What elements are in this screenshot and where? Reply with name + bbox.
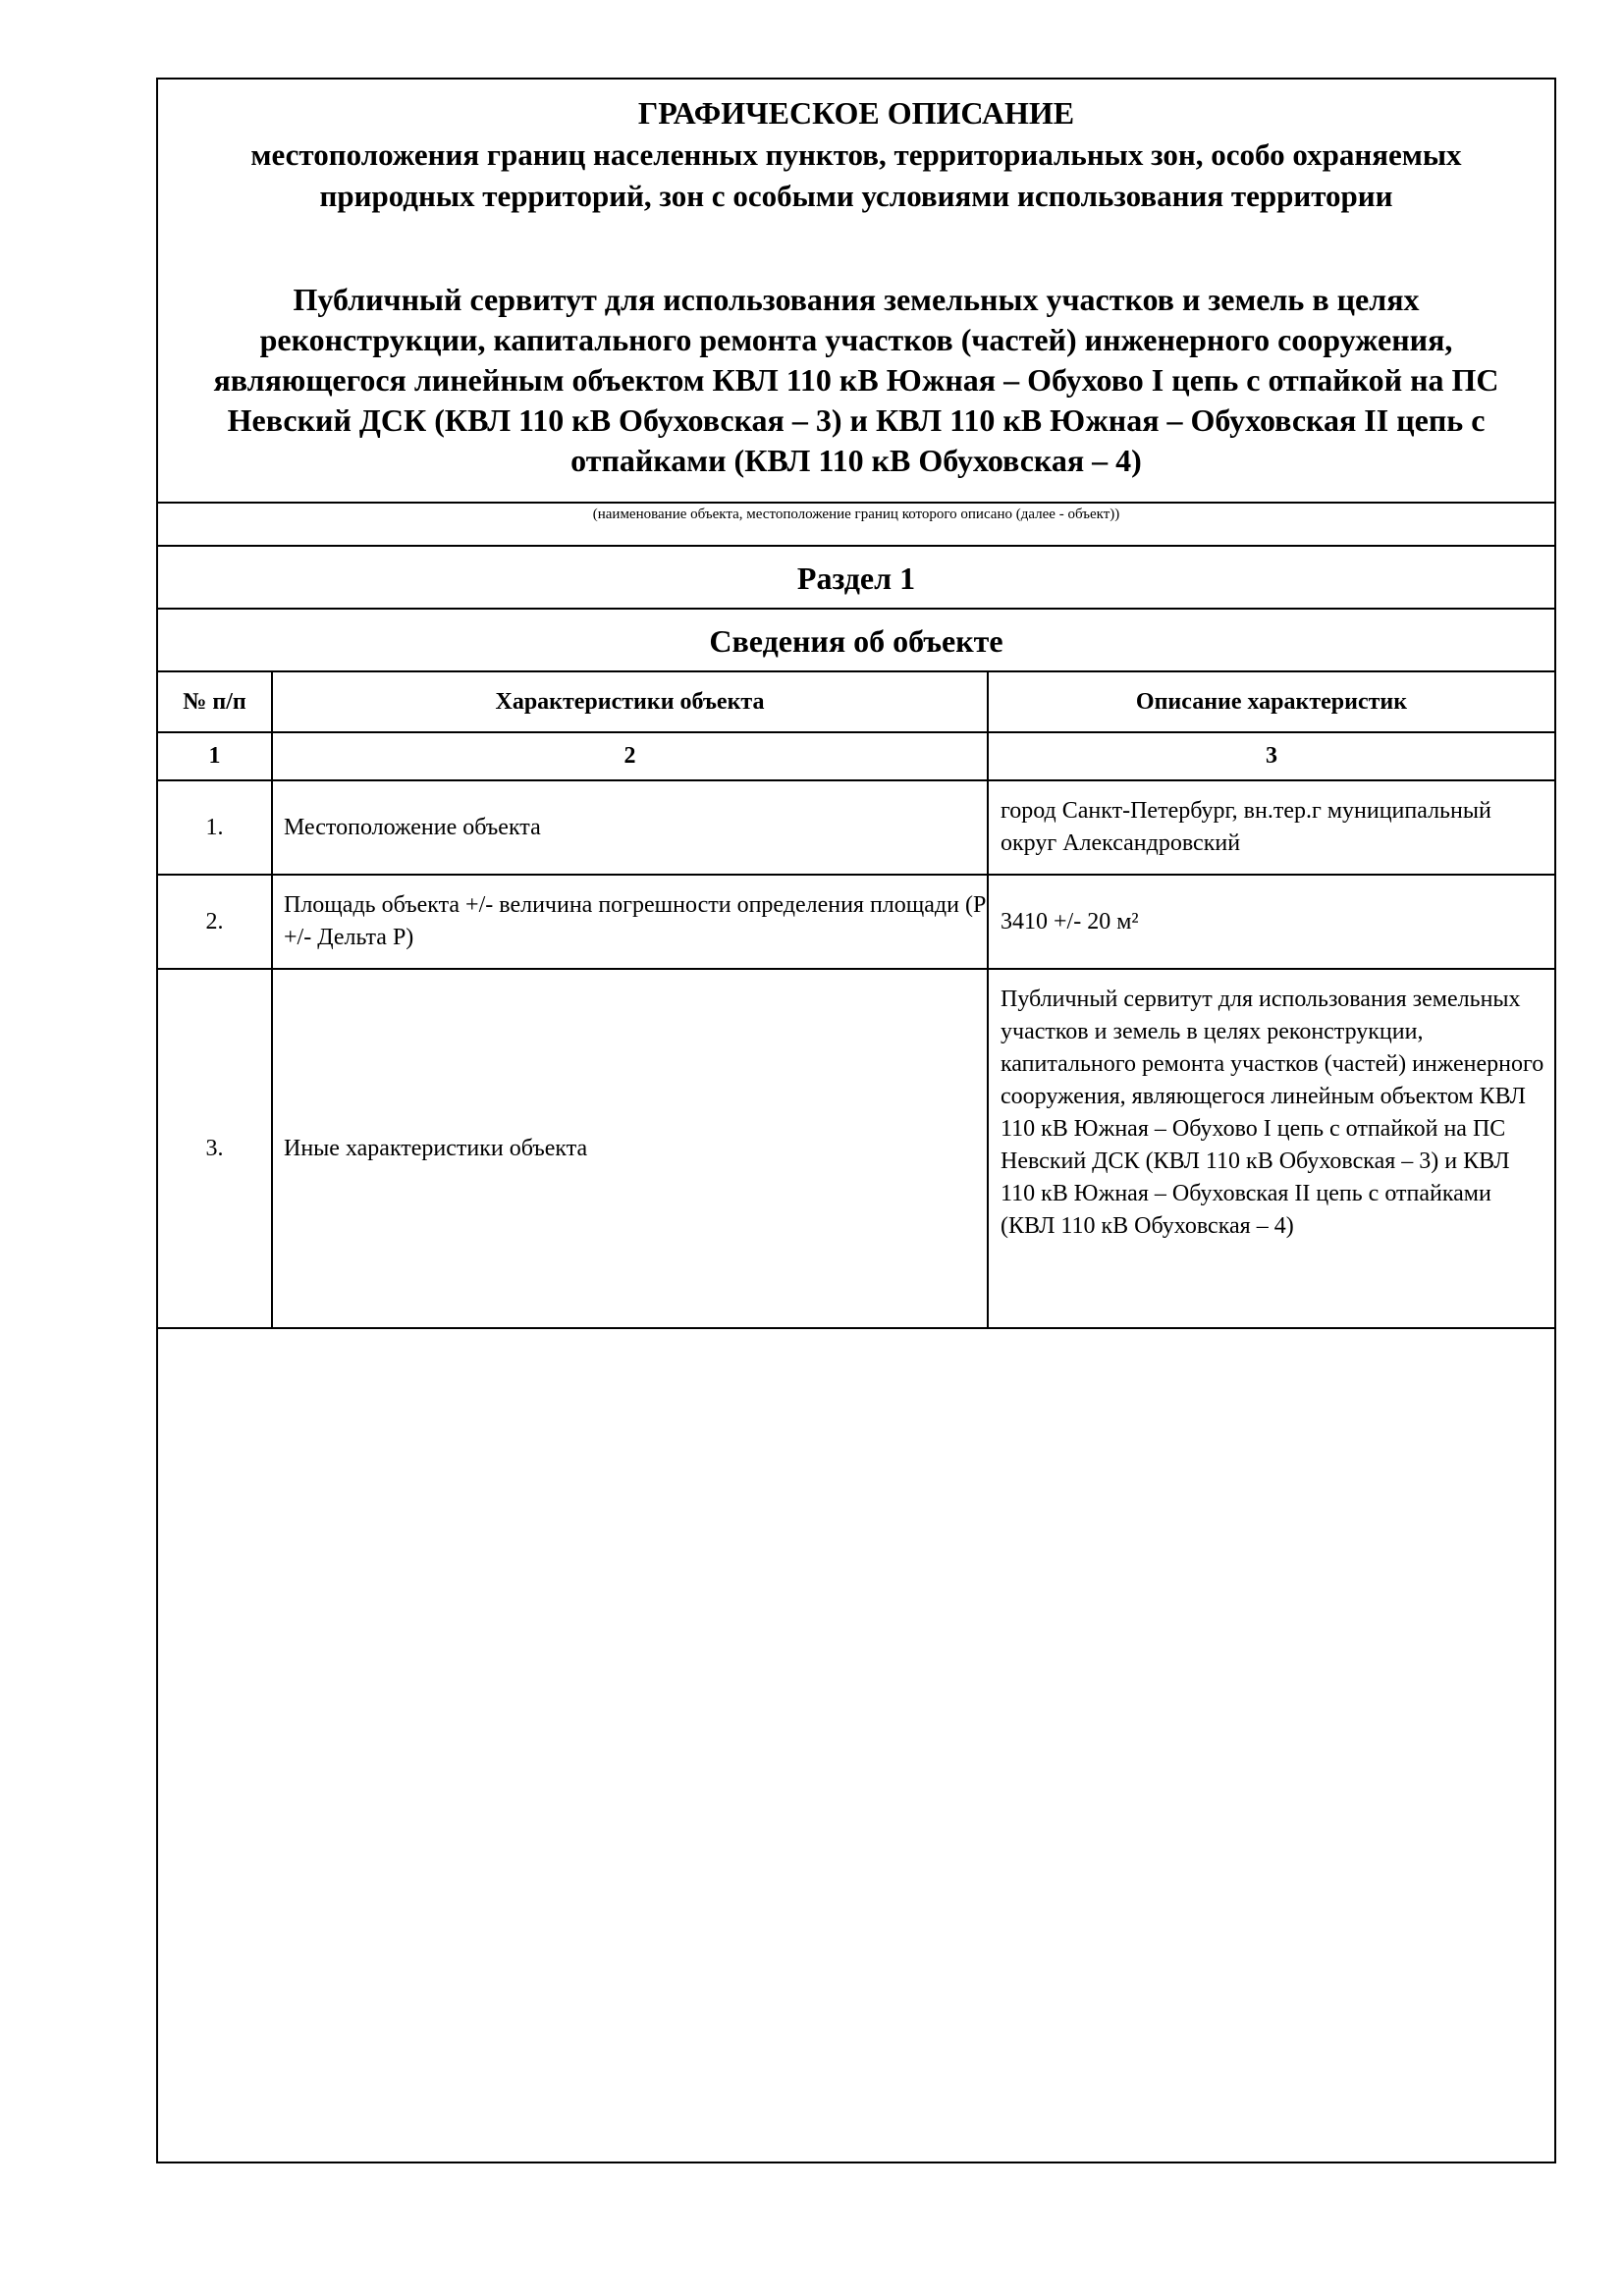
column-number-1: 1 bbox=[158, 733, 273, 779]
row-description: 3410 +/- 20 м² bbox=[1001, 908, 1139, 934]
document-frame bbox=[156, 78, 1556, 2163]
row-num: 2. bbox=[158, 876, 273, 968]
object-info-table bbox=[158, 670, 1554, 1329]
section-title: Раздел 1 bbox=[158, 545, 1554, 610]
table-row bbox=[158, 781, 1554, 876]
object-name-caption: (наименование объекта, местоположение границ которого описано (далее - объект)) bbox=[158, 502, 1554, 547]
object-name: Публичный сервитут для использования земельных участков и земель в целях реконструкции, капитального ремонта участков (частей) инженерного сооружения, являющегося линейным объектом КВЛ 110 кВ Южная – Обухово I цепь с отпайкой на ПС Невский ДСК (КВЛ 110 кВ Обуховская – 3) и КВЛ 110 кВ Южная – Обуховская II цепь с отпайками (КВЛ 110 кВ Обуховская – 4) bbox=[213, 282, 1499, 478]
column-number-row bbox=[158, 733, 1554, 781]
column-number-3: 3 bbox=[1266, 743, 1277, 769]
column-number-2: 2 bbox=[273, 733, 989, 779]
document-header bbox=[158, 80, 1554, 502]
table-row bbox=[158, 876, 1554, 970]
section-subtitle: Сведения об объекте bbox=[158, 608, 1554, 672]
row-description: Публичный сервитут для использования земельных участков и земель в целях реконструкции, капитального ремонта участков (частей) инженерного сооружения, являющегося линейным объектом КВЛ 110 кВ Южная – Обухово I цепь с отпайкой на ПС Невский ДСК (КВЛ 110 кВ Обуховская – 3) и КВЛ 110 кВ Южная – Обуховская II цепь с отпайками (КВЛ 110 кВ Обуховская – 4) bbox=[1001, 987, 1544, 1239]
table-header-row bbox=[158, 672, 1554, 733]
document-subtitle: местоположения границ населенных пунктов, территориальных зон, особо охраняемых природных территорий, зон с особыми условиями использования территории bbox=[250, 137, 1462, 213]
row-characteristic: Площадь объекта +/- величина погрешности определения площади (Р +/- Дельта Р) bbox=[273, 876, 989, 968]
document-title: ГРАФИЧЕСКОЕ ОПИСАНИЕ bbox=[637, 95, 1075, 131]
header-num: № п/п bbox=[158, 672, 273, 731]
table-row bbox=[158, 970, 1554, 1329]
header-characteristic: Характеристики объекта bbox=[273, 672, 989, 731]
row-num: 1. bbox=[158, 781, 273, 874]
row-num: 3. bbox=[158, 970, 273, 1327]
header-description: Описание характеристик bbox=[1135, 688, 1408, 715]
row-characteristic: Иные характеристики объекта bbox=[273, 970, 989, 1327]
row-description: город Санкт-Петербург, вн.тер.г муниципальный округ Александровский bbox=[1001, 798, 1491, 856]
row-characteristic: Местоположение объекта bbox=[273, 781, 989, 874]
